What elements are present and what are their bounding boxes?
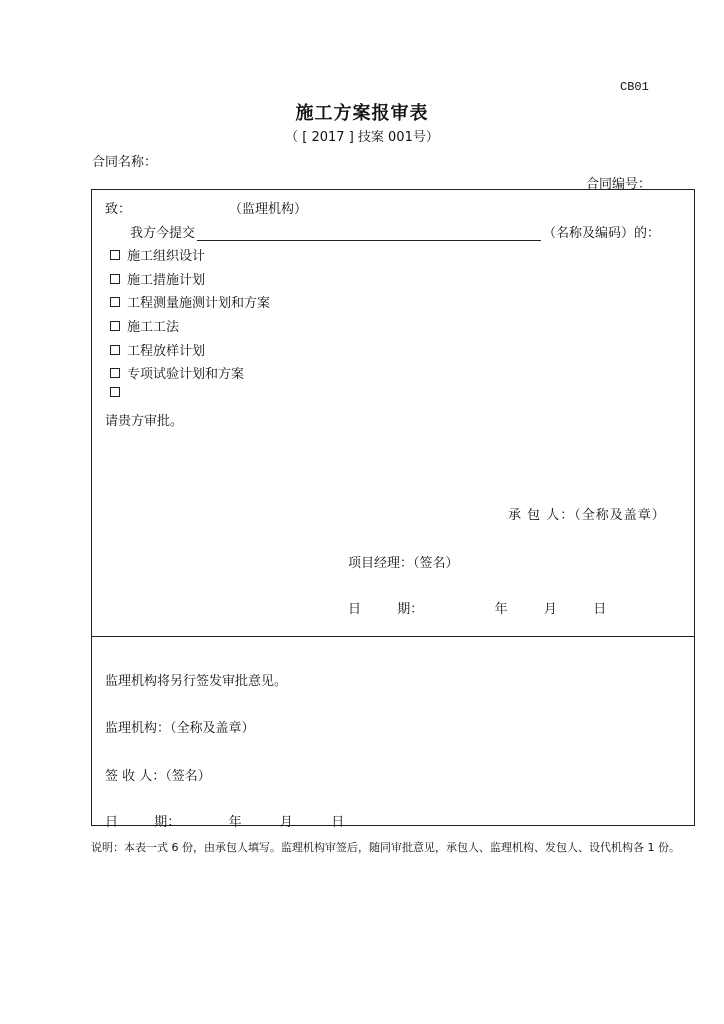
checkbox-icon[interactable] [110,321,120,331]
submission-date [348,598,606,617]
request-text: 请贵方审批。 [105,414,184,429]
submit-suffix: （名称及编码）的： [543,226,661,241]
checklist-item[interactable] [110,269,205,288]
checkbox-icon[interactable] [110,387,120,397]
checklist-item[interactable] [110,316,179,335]
checkbox-icon[interactable] [110,368,120,378]
supervision-date [105,811,344,830]
checkbox-icon[interactable] [110,345,120,355]
receiver-label: 签 收 人：（签名） [105,769,211,784]
checklist-label: 专项试验计划和方案 [127,367,245,382]
checklist-label: 施工措施计划 [127,273,206,288]
submit-prefix: 我方今提交 [130,226,196,241]
day-label: 日 [593,602,607,617]
year-label: 年 [494,602,508,617]
contractor-label: 承 包 人：（全称及盖章） [508,508,666,523]
date-label: 日 [105,815,119,830]
date-label: 日 [348,602,362,617]
year-label: 年 [228,815,242,830]
checkbox-icon[interactable] [110,274,120,284]
date-label-2: 期： [397,602,424,617]
submit-line [130,222,660,241]
contract-no-label: 合同编号： [586,177,652,192]
supervision-note: 监理机构将另行签发审批意见。 [105,674,288,689]
checklist-label: 施工组织设计 [127,249,206,264]
checkbox-icon[interactable] [110,297,120,307]
month-label: 月 [279,815,293,830]
checklist-label: 施工工法 [127,320,180,335]
checklist-item[interactable] [110,340,205,359]
checklist-item[interactable] [110,387,127,397]
contract-name-label: 合同名称： [92,155,158,170]
footnote: 说明：本表一式 6 份，由承包人填写。监理机构审签后，随同审批意见，承包人、监理机构、发包人、设代机构各 1 份。 [91,841,680,854]
checklist-item[interactable] [110,363,244,382]
day-label: 日 [331,815,345,830]
form-code: CB01 [620,80,649,94]
date-label-2: 期： [154,815,181,830]
checklist-label: 工程放样计划 [127,344,206,359]
document-number: （ [ 2017 ] 技案 001号） [285,130,439,145]
month-label: 月 [543,602,557,617]
checklist-item[interactable] [110,245,205,264]
checklist-item[interactable] [110,292,270,311]
to-label: 致： [105,202,132,217]
project-manager-label: 项目经理：（签名） [348,556,459,571]
checkbox-icon[interactable] [110,250,120,260]
page-title: 施工方案报审表 [295,103,429,124]
to-org-label: （监理机构） [229,202,308,217]
checklist-label: 工程测量施测计划和方案 [127,296,271,311]
supervision-org-label: 监理机构：（全称及盖章） [105,721,255,736]
submission-name-blank[interactable] [197,228,541,241]
